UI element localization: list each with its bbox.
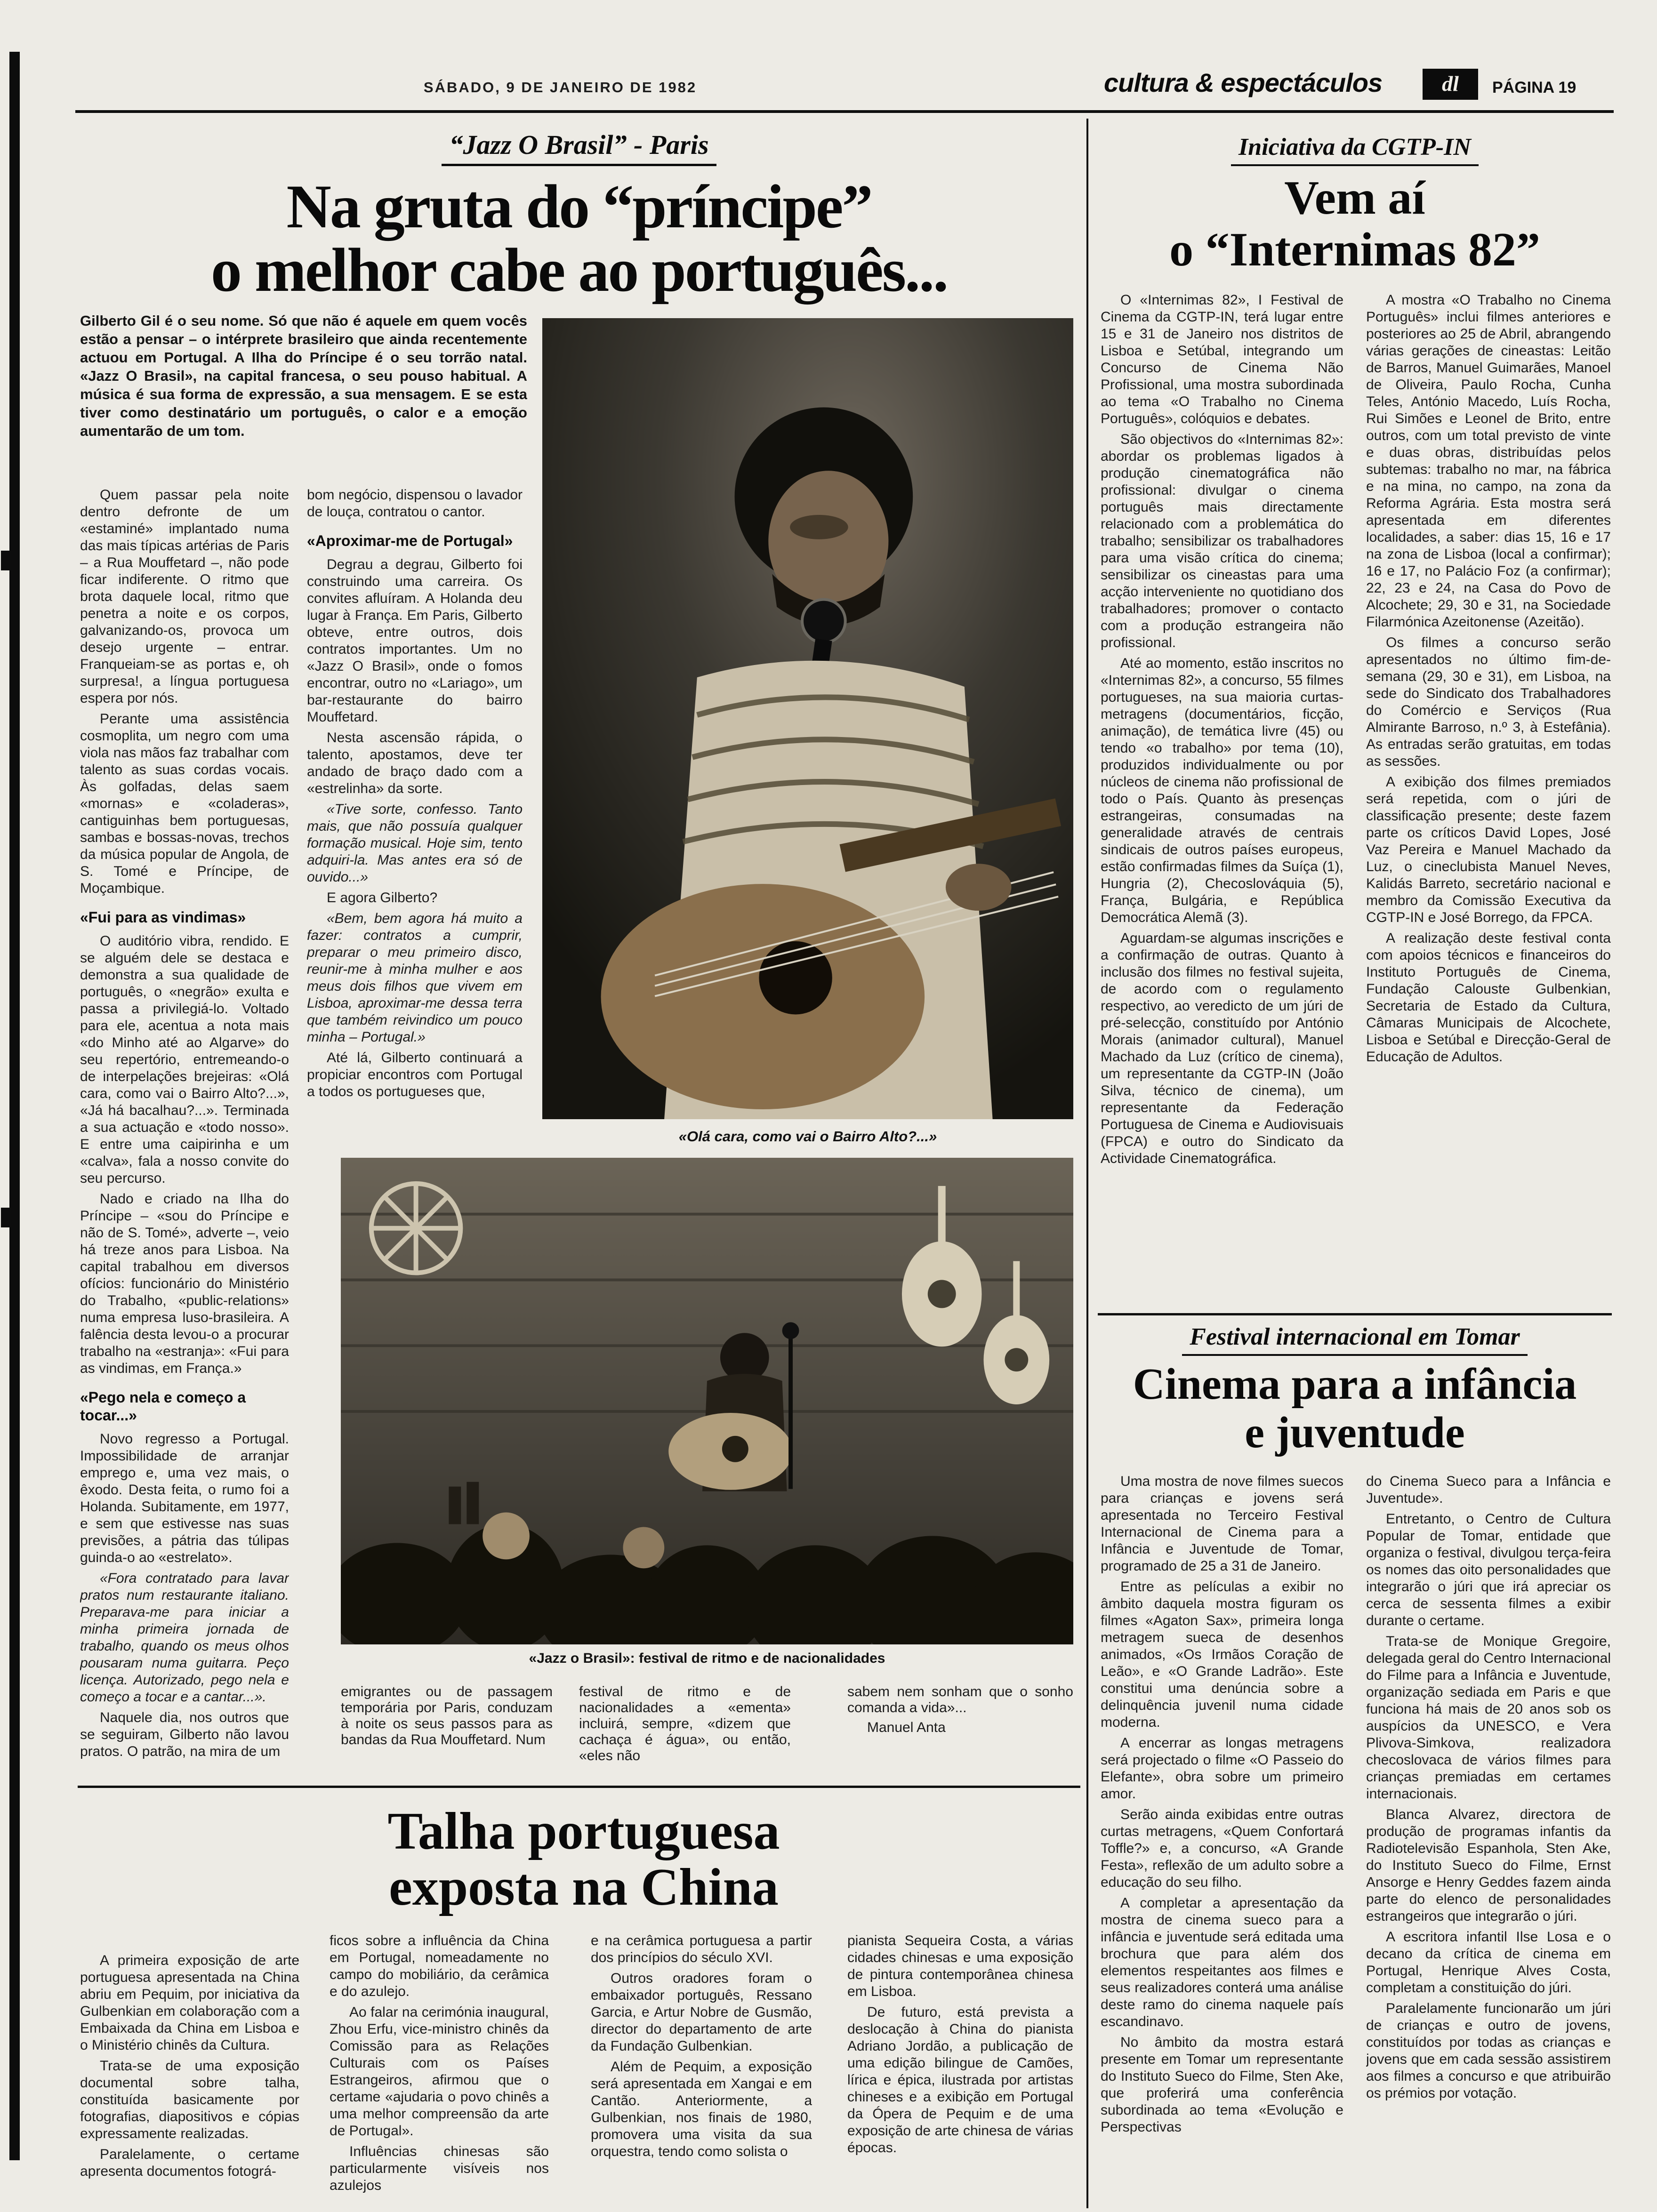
jazz-lead-paragraph: Gilberto Gil é o seu nome. Só que não é aquele em quem vocês estão a pensar – o intérprete brasileiro que ainda recentemente actuou em Portugal. A Ilha do Príncipe é o seu torrão natal. «Jazz O Brasil», na capital francesa, o seu pouso habitual. A música é sua forma de expressão, a sua mensagem. E se esta tiver como destinatário um português, o calor e a emoção aumentarão de um tom. <box>80 313 527 439</box>
paragraph: E agora Gilberto? <box>327 890 438 906</box>
paragraph: Influências chinesas são particularmente visíveis nos azulejos <box>330 2144 549 2193</box>
tomar-kicker: Festival internacional em Tomar <box>1182 1323 1528 1356</box>
jazz-article-kicker: “Jazz O Brasil” - Paris <box>442 130 716 166</box>
internimas-headline <box>1099 172 1610 276</box>
paragraph: Outros oradores foram o embaixador português, Ressano Garcia, e Artur Nobre de Gusmão, director do departamento de arte da Fundação Gulbenkian. <box>591 1971 812 2054</box>
paragraph: Entre as películas a exibir no âmbito daquela mostra figuram os filmes «Agaton Sax», primeira longa metragem sueca de desenhos animados, «Os Irmãos Coração de Leão», e «O Grande Ladrão». Este constitui uma denúncia sobre a delinquência juvenil numa cidade moderna. <box>1101 1579 1343 1730</box>
page-number: PÁGINA 19 <box>1492 79 1577 96</box>
newspaper-logo-box: dl <box>1423 69 1478 100</box>
print-mark <box>1 1208 9 1227</box>
paragraph: Naquele dia, nos outros que se seguiram, Gilberto não lavou pratos. O patrão, na mira de um <box>80 1710 289 1759</box>
paragraph: pianista Sequeira Costa, a várias cidades chinesas e uma exposição de pintura contemporânea chinesa em Lisboa. <box>847 1933 1073 1999</box>
paragraph: ficos sobre a influência da China em Portugal, nomeadamente no campo do mobiliário, da cerâmica e do azulejo. <box>330 1933 549 1999</box>
subhead-fui-para-as-vindimas: «Fui para as vindimas» <box>80 909 246 926</box>
photo-jazz-o-brasil-bar-image <box>341 1158 1073 1644</box>
subhead-aproximar-me-de-portugal: «Aproximar-me de Portugal» <box>307 532 513 549</box>
talha-column-2 <box>330 1932 549 2208</box>
paragraph: Os filmes a concurso serão apresentados no último fim-de-semana (29, 30 e 31), em Lisboa, na sede do Sindicato dos Trabalhadores do Comércio e Serviços (Rua Almirante Barroso, n.º 3, à Estefânia). As entradas serão gratuitas, em todas as sessões. <box>1366 635 1611 769</box>
paragraph: Paralelamente funcionarão um júri de crianças e outro de jovens, constituídos por todas as crianças e jovens que em cada sessão assistirem aos filmes a concurso e que atribuirão os prémios por votação. <box>1366 2001 1611 2101</box>
jazz-article-kicker-wrap <box>78 130 1080 166</box>
paragraph: bom negócio, dispensou o lavador de louça, contratou o cantor. <box>307 487 523 520</box>
paragraph: São objectivos do «Internimas 82»: abordar os problemas ligados à produção cinematográfica não profissional: divulgar o cinema português mais directamente relacionado com a problemática do trabalho; sensibilizar os trabalhadores para uma visão crítica do cinema; sensibilizar os cineastas para uma acção interveniente no quotidiano dos trabalhadores; promover o contacto com a produção estrangeira não profissional. <box>1101 432 1343 650</box>
paragraph: Trata-se de uma exposição documental sobre talha, constituída basicamente por fotografias, diapositivos e cópias expressamente realizadas. <box>80 2058 299 2141</box>
paragraph: Aguardam-se algumas inscrições e a confirmação de outras. Quanto à inclusão dos filmes no festival sujeita, de acordo com o regulamento respectivo, ao veredicto de um júri de pré-selecção, constituído por António Morais (animador cultural), Manuel Machado da Luz (crítico de cinema), um representante da CGTP-IN (João Silva, técnico de cinema), um representante da Federação Portuguesa de Cinema e Audiovisuais (FPCA) e outro do Sindicato da Actividade Cinematográfica. <box>1101 930 1343 1166</box>
internimas-headline-line1: Vem aí <box>1284 171 1425 224</box>
subhead-pego-nela: «Pego nela e começo a tocar...» <box>80 1389 246 1424</box>
paragraph: «Tive sorte, confesso. Tanto mais, que não possuía qualquer formação musical. Hoje sim, tento adquiri-la. Mas antes era só de ouvido...» <box>307 801 523 885</box>
tomar-headline-line1: Cinema para a infância <box>1133 1360 1577 1409</box>
paragraph: Serão ainda exibidas entre outras curtas metragens, «Quem Confortará Toffle?» e, a concurso, «A Grande Festa», reflexão de um adulto sobre a educação do seu filho. <box>1101 1807 1343 1890</box>
internimas-headline-line2: o “Internimas 82” <box>1169 223 1540 277</box>
talha-column-1 <box>80 1952 299 2206</box>
header-date: SÁBADO, 9 DE JANEIRO DE 1982 <box>423 79 697 96</box>
paragraph: Blanca Alvarez, directora de produção de programas infantis da Radiotelevisão Espanhola, Sten Ake, do Instituto Sueco do Filme, Ernst Ansorge e Henry Geddes fazem ainda parte do elenco de personalidades estrangeiros que integrarão o júri. <box>1366 1807 1611 1924</box>
paragraph: Nado e criado na Ilha do Príncipe – «sou do Príncipe e não de S. Tomé», adverte –, veio há treze anos para Lisboa. Na capital trabalhou em diversos ofícios: funcionário do Ministério do Trabalho, «public-relations» numa empresa luso-brasileira. A falência desta levou-o a procurar trabalho na «estranja»: «Fui para as vindimas, em França.» <box>80 1191 289 1376</box>
internimas-kicker-wrap <box>1099 134 1610 166</box>
tomar-column-1 <box>1101 1473 1343 2207</box>
jazz-article-headline <box>78 172 1080 305</box>
internimas-column-2 <box>1366 292 1611 1300</box>
paragraph: Nesta ascensão rápida, o talento, apostamos, deve ter andado de braço dado com a «estrelinha» da sorte. <box>307 730 523 796</box>
photo-jazz-o-brasil-bar <box>341 1158 1073 1644</box>
paragraph: sabem nem sonham que o sonho comanda a vida»... <box>847 1684 1073 1715</box>
paragraph: De futuro, está prevista a deslocação à China do pianista Adriano Jordão, a publicação de uma edição bilingue de Camões, lírica e épica, ilustrada por artistas chineses e a exibição em Portugal da Ópera de Pequim e de uma exposição de arte chinesa de várias épocas. <box>847 2004 1073 2156</box>
paragraph: do Cinema Sueco para a Infância e Juventude». <box>1366 1474 1611 1506</box>
tomar-headline <box>1099 1360 1610 1458</box>
paragraph: «Fora contratado para lavar pratos num restaurante italiano. Preparava-me para iniciar a minha primeira jornada de trabalho, quando os meus olhos pousaram numa guitarra. Peço licença. Autorizado, pego nela e começo a tocar e a cantar...». <box>80 1571 289 1705</box>
tomar-headline-line2: e juventude <box>1245 1408 1465 1458</box>
internimas-kicker: Iniciativa da CGTP-IN <box>1231 134 1479 166</box>
talha-column-4 <box>847 1932 1073 2208</box>
paragraph: Quem passar pela noite dentro defronte de um «estaminé» implantado numa das mais típicas artérias de Paris – a Rua Mouffetard –, não pode ficar indiferente. O ritmo que brota daquele local, ritmo que penetra a noite e os corpos, galvanizando-os, provoca um desejo urgente – entrar. Franqueiam-se as portas e, oh surpresa!, a língua portuguesa espera por nós. <box>80 487 289 706</box>
column-divider-rule <box>1086 119 1088 2208</box>
paragraph: A exibição dos filmes premiados será repetida, com o júri de classificação presente; deste fazem parte os críticos David Lopes, José Vaz Pereira e Manuel Machado da Luz, o cineclubista Manuel Neves, Kalidás Barreto, secretário nacional e membro da Comissão Executiva da CGTP-IN e José Borrego, da FPCA. <box>1366 774 1611 925</box>
paragraph: A primeira exposição de arte portuguesa apresentada na China abriu em Pequim, por iniciativa da Gulbenkian em colaboração com a Embaixada da China em Lisboa e o Ministério chinês da Cultura. <box>80 1953 299 2053</box>
jazz-headline-line2: o melhor cabe ao português... <box>210 235 948 305</box>
talha-headline-line2: exposta na China <box>389 1858 779 1916</box>
paragraph: e na cerâmica portuguesa a partir dos princípios do século XVI. <box>591 1933 812 1965</box>
paragraph: No âmbito da mostra estará presente em Tomar um representante do Instituto Sueco do Filme, Sten Ake, que proferirá uma conferência subordinada ao tema «Evolução e Perspectivas <box>1101 2035 1343 2135</box>
paragraph: Novo regresso a Portugal. Impossibilidade de arranjar emprego e, uma vez mais, o êxodo. Desta feita, o rumo foi a Holanda. Subitamente, em 1977, e sem que estivesse nas suas previsões, a pátria das túlipas guinda-o ao «estrelato». <box>80 1431 289 1565</box>
jazz-tail-column-1 <box>341 1684 553 1783</box>
paragraph: Perante uma assistência cosmoplita, um negro com uma viola nas mãos faz trabalhar com talento as suas cordas vocais. Às golfadas, delas saem «mornas» e «coladeras», cantiguinhas bem portuguesas, sambas e bossas-novas, trechos da música popular de Angola, de S. Tomé e Príncipe, de Moçambique. <box>80 711 289 896</box>
tomar-column-2 <box>1366 1473 1611 2207</box>
paragraph: Entretanto, o Centro de Cultura Popular de Tomar, entidade que organiza o festival, divulgou terça-feira os nomes das oito personalidades que integrarão o júri que irá apreciar os cerca de sessenta filmes a exibir durante o certame. <box>1366 1511 1611 1628</box>
photo2-caption: «Jazz o Brasil»: festival de ritmo e de nacionalidades <box>529 1651 885 1666</box>
paragraph: A realização deste festival conta com apoios técnicos e financeiros do Instituto Português de Cinema, Fundação Calouste Gulbenkian, Secretaria de Estado da Cultura, Câmaras Municipais de Alcochete, Lisboa e Setúbal e Direcção-Geral de Educação de Adultos. <box>1366 930 1611 1065</box>
photo1-caption: «Olá cara, como vai o Bairro Alto?...» <box>678 1128 937 1145</box>
jazz-headline-line1: Na gruta do “príncipe” <box>286 172 872 241</box>
paragraph: Além de Pequim, a exposição será apresentada em Xangai e em Cantão. Anteriormente, a Gulbenkian, nos finais de 1980, promovera uma visita da sua orquestra, tendo como solista o <box>591 2059 812 2159</box>
main-bottom-rule <box>78 1786 1080 1788</box>
right-section-rule <box>1098 1313 1612 1315</box>
talha-headline-line1: Talha portuguesa <box>387 1802 780 1860</box>
photo-gilberto-gil-image <box>542 318 1073 1119</box>
paragraph: Até ao momento, estão inscritos no «Internimas 82», a concurso, 55 filmes portugueses, na sua maioria curtas-metragens (documentários, ficção, animação), de temática livre (45) ou tendo «o trabalho» por tema (10), produzidos individualmente ou por núcleos de cinema não profissional de todo o País. Quanto às presenças estrangeiras, consumadas na generalidade através de centrais sindicais de outros países europeus, estão confirmadas filmes da Suíça (1), Hungria (2), Checoslováquia (5), França, Bulgária, e República Democrática Alemã (3). <box>1101 656 1343 925</box>
section-title: cultura & espectáculos <box>1104 68 1383 97</box>
paragraph: emigrantes ou de passagem temporária por Paris, conduzam à noite os seus passos para as bandas da Rua Mouffetard. Num <box>341 1684 553 1747</box>
paragraph: A completar a apresentação da mostra de cinema sueco para a infância e juventude será editada uma brochura que para além dos elementos respeitantes aos filmes e seus realizadores conterá uma análise deste ramo do cinema naquele país escandinavo. <box>1101 1895 1343 2029</box>
print-mark <box>1 551 9 570</box>
header-rule <box>75 110 1614 113</box>
paragraph: Uma mostra de nove filmes suecos para crianças e jovens será apresentada no Terceiro Festival Internacional de Cinema para a Infância e Juventude de Tomar, programado de 25 a 31 de Janeiro. <box>1101 1474 1343 1574</box>
paragraph: Ao falar na cerimónia inaugural, Zhou Erfu, vice-ministro chinês da Comissão para as Relações Culturais com os Países Estrangeiros, afirmou que o certame «ajudaria o povo chinês a uma melhor compreensão da arte de Portugal». <box>330 2004 549 2139</box>
jazz-tail-column-3 <box>847 1684 1073 1783</box>
paragraph: «Bem, bem agora há muito a fazer: contratos a cumprir, preparar o meu primeiro disco, reunir-me à minha mulher e aos meus dois filhos que vivem em Lisboa, aproximar-me dessa terra que também reivindico um pouco minha – Portugal.» <box>307 911 523 1045</box>
jazz-column-2 <box>307 487 523 1122</box>
photo-gilberto-gil <box>542 318 1073 1119</box>
paragraph: O auditório vibra, rendido. E se alguém dele se destaca e demonstra a sua qualidade de português, o «negrão» exulta e passa a privilegiá-lo. Voltado para ele, acentua a nota mais «do Minho até ao Algarve» do seu repertório, entremeando-o de interpelações brejeiras: «Olá cara, como vai o Bairro Alto?...», «Já há bacalhau?...». Terminada a sua actuação e «todo nosso». E entre uma caipirinha e um «calva», fala a nosso convite do seu percurso. <box>80 933 289 1186</box>
byline-manuel-anta: Manuel Anta <box>867 1720 946 1735</box>
page-spine-bar <box>9 52 20 2160</box>
jazz-tail-column-2 <box>579 1684 791 1783</box>
jazz-column-1 <box>80 487 289 1777</box>
paragraph: A escritora infantil Ilse Losa e o decano da crítica de cinema em Portugal, Henrique Alves Costa, completam a constituição do júri. <box>1366 1929 1611 1996</box>
paragraph: A encerrar as longas metragens será projectado o filme «O Passeio do Elefante», obra sobre um primeiro amor. <box>1101 1735 1343 1802</box>
talha-column-3 <box>591 1932 812 2208</box>
paragraph: Trata-se de Monique Gregoire, delegada geral do Centro Internacional do Filme para a Infância e Juventude, organização sediada em Paris e que funciona há mais de 20 anos sob os auspícios da UNESCO, e Vera Plivova-Simkova, realizadora checoslovaca de vários filmes para crianças premiadas em certames internacionais. <box>1366 1634 1611 1802</box>
paragraph: festival de ritmo e de nacionalidades a «ementa» incluirá, sempre, «dizem que cachaça é água», ou então, «eles não <box>579 1684 791 1763</box>
paragraph: O «Internimas 82», I Festival de Cinema da CGTP-IN, terá lugar entre 15 e 31 de Janeiro nos distritos de Lisboa e Setúbal, integrando um Concurso de Cinema Não Profissional, uma mostra subordinada ao tema «O Trabalho no Cinema Português», colóquios e debates. <box>1101 292 1343 426</box>
paragraph: A mostra «O Trabalho no Cinema Português» inclui filmes anteriores e posteriores ao 25 de Abril, abrangendo várias gerações de cineastas: Leitão de Barros, Manuel Guimarães, Manoel de Oliveira, Paulo Rocha, Cunha Teles, António Macedo, Luís Rocha, Rui Simões e Leonel de Brito, entre outros, com um total previsto de vinte e duas obras, distribuídas pelos subtemas: trabalho no mar, na fábrica e na mina, no campo, na zona da Reforma Agrária. Esta mostra será apresentada em diferentes localidades, a saber: dias 15, 16 e 17 na zona de Lisboa (local a confirmar); 16 e 17, no Palácio Foz (a confirmar); 22, 23 e 24, na Casa do Povo de Alcochete; 29, 30 e 31, na Sociedade Filarmónica Azeitonense (Azeitão). <box>1366 292 1611 630</box>
internimas-column-1 <box>1101 292 1343 1300</box>
paragraph: Degrau a degrau, Gilberto foi construindo uma carreira. Os convites afluíram. A Holanda deu lugar à França. Em Paris, Gilberto obteve, entre outros, dois contratos importantes. Um no «Jazz O Brasil», onde o fomos encontrar, outro no «Lariago», um bar-restaurante do bairro Mouffetard. <box>307 557 523 725</box>
paragraph: Até lá, Gilberto continuará a propiciar encontros com Portugal a todos os portugueses que, <box>307 1050 523 1099</box>
paragraph: Paralelamente, o certame apresenta documentos fotográ- <box>80 2147 299 2179</box>
tomar-kicker-wrap <box>1099 1323 1610 1356</box>
talha-headline <box>301 1803 866 1915</box>
